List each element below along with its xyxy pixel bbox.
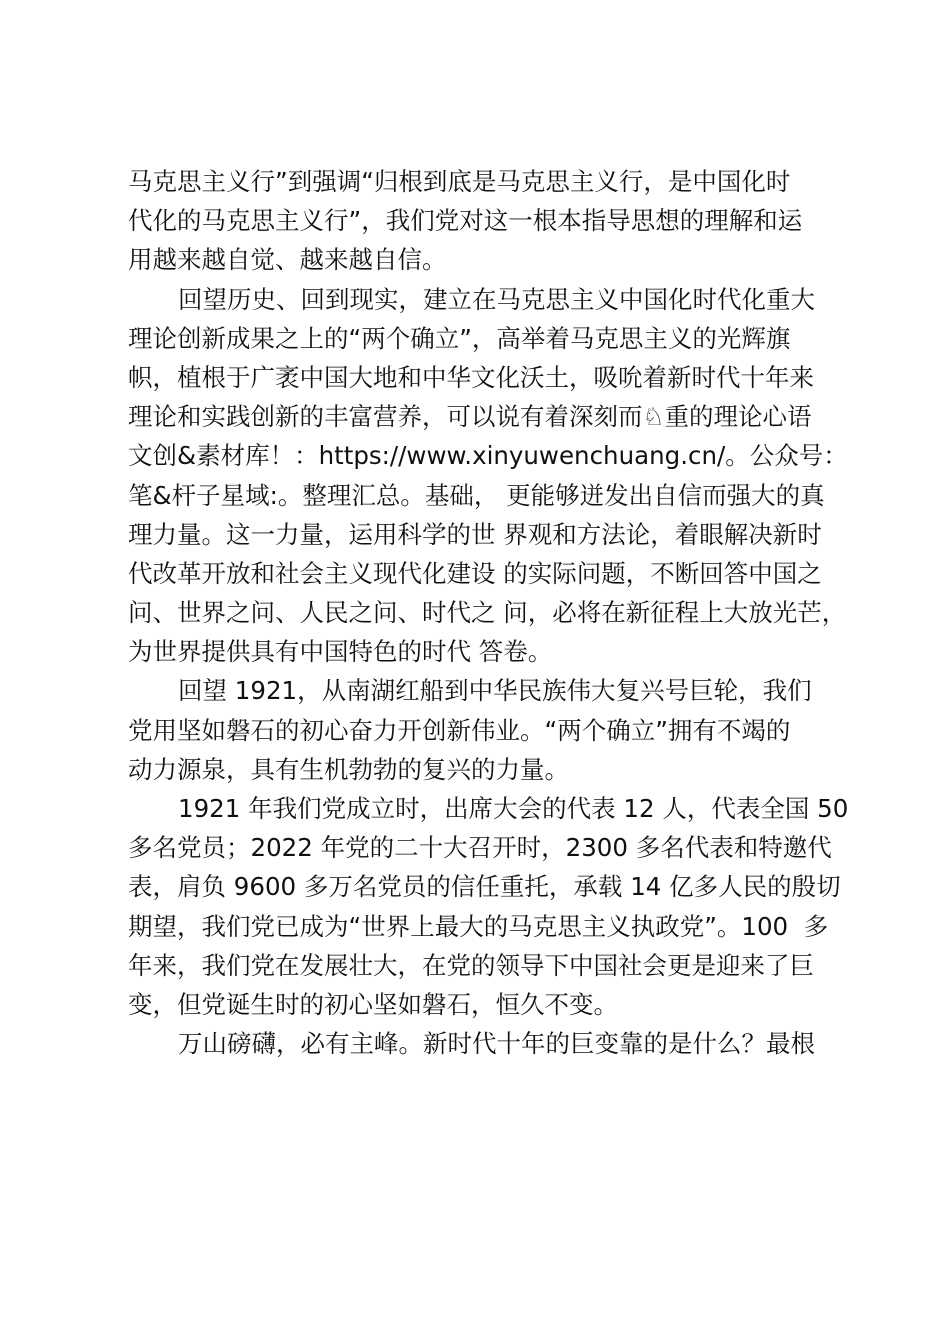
- text-line: 年来，我们党在发展壮大，在党的领导下中国社会更是迎来了巨: [128, 950, 814, 980]
- text-line: 党用坚如磐石的初心奋力开创新伟业。“两个确立”拥有不竭的: [128, 715, 791, 745]
- text-line: 期望，我们党已成为“世界上最大的马克思主义执政党”。100 多: [128, 911, 829, 941]
- text-line: 万山磅礴，必有主峰。新时代十年的巨变靠的是什么？最根: [178, 1029, 815, 1059]
- text-line: 代改革开放和社会主义现代化建设 的实际问题，不断回答中国之: [128, 558, 822, 588]
- text-line: 回望 1921，从南湖红船到中华民族伟大复兴号巨轮，我们: [178, 676, 812, 706]
- text-line: 代化的马克思主义行”，我们党对这一根本指导思想的理解和运: [128, 206, 803, 236]
- text-line: 回望历史、回到现实，建立在马克思主义中国化时代化重大: [178, 284, 815, 314]
- text-line: 问、世界之问、人民之问、时代之 问，必将在新征程上大放光芒，: [128, 598, 847, 628]
- text-line: 表，肩负 9600 多万名党员的信任重托，承载 14 亿多人民的殷切: [128, 872, 841, 902]
- document-body: [128, 162, 868, 1063]
- text-line: 为世界提供具有中国特色的时代 答卷。: [128, 637, 553, 667]
- text-line: 变，但党诞生时的初心坚如磐石，恒久不变。: [128, 989, 618, 1019]
- text-line: 马克思主义行”到强调“归根到底是马克思主义行，是中国化时: [128, 167, 791, 196]
- text-line: 理力量。这一力量，运用科学的世 界观和方法论，着眼解决新时: [128, 519, 822, 549]
- text-line: 动力源泉，具有生机勃勃的复兴的力量。: [128, 754, 569, 784]
- text-line: 1921 年我们党成立时，出席大会的代表 12 人，代表全国 50: [178, 794, 849, 823]
- paragraph-5: [128, 1024, 868, 1063]
- text-line-with-url: 文创&素材库！：https://www.xinyuwenchuang.cn/。公众号：: [128, 441, 848, 471]
- text-line: 用越来越自觉、越来越自信。: [128, 245, 447, 275]
- paragraph-2: [128, 280, 868, 672]
- text-line: 帜，植根于广袤中国大地和中华文化沃土，吸吮着新时代十年来: [128, 362, 814, 392]
- text-line: 多名党员；2022 年党的二十大召开时，2300 多名代表和特邀代: [128, 833, 832, 863]
- paragraph-3: [128, 671, 868, 789]
- text-line: 理论创新成果之上的“两个确立”，高举着马克思主义的光辉旗: [128, 323, 791, 353]
- text-line: 笔&杆子星域:。整理汇总。基础， 更能够迸发出自信而强大的真: [128, 480, 825, 510]
- paragraph-1: [128, 162, 868, 280]
- paragraph-4: [128, 789, 868, 1024]
- text-line: 理论和实践创新的丰富营养，可以说有着深刻而♘重的理论心语: [128, 402, 812, 432]
